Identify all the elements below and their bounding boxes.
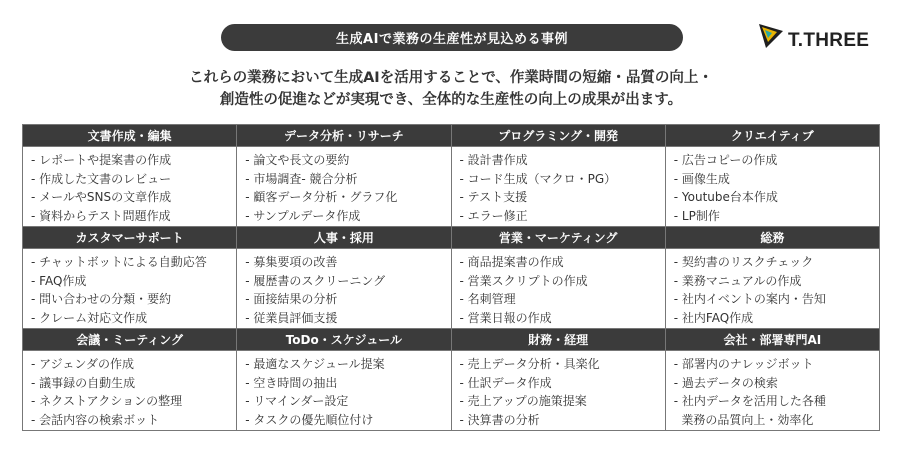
list-item: - 社内FAQ作成 bbox=[673, 310, 754, 325]
list-item: - 広告コピーの作成 bbox=[673, 153, 778, 167]
company-logo bbox=[757, 20, 869, 52]
list-item: - タスクの優先順位付け bbox=[245, 412, 374, 427]
list-item: - 決算書の分析 bbox=[459, 412, 540, 427]
list-item: - 最適なスケジュール提案 bbox=[245, 357, 385, 371]
category-header: プログラミング・開発 bbox=[452, 125, 666, 147]
category-header: 文書作成・編集 bbox=[23, 125, 237, 147]
category-items bbox=[23, 249, 237, 329]
list-item: - 仕訳データ作成 bbox=[459, 375, 552, 390]
category-header: 人事・採用 bbox=[237, 227, 451, 249]
list-item: - レポートや提案書の作成 bbox=[31, 153, 172, 167]
category-items bbox=[666, 351, 880, 431]
list-item: - 営業スクリプトの作成 bbox=[459, 273, 588, 288]
triangle-logo-icon bbox=[757, 22, 785, 50]
subtitle bbox=[0, 67, 902, 111]
page-title: 生成AIで業務の生産性が見込める事例 bbox=[221, 24, 683, 51]
list-item: - 論文や長文の要約 bbox=[245, 153, 350, 167]
category-items bbox=[666, 249, 880, 329]
subtitle-line-2: 創造性の促進などが実現でき、全体的な生産性の向上の成果が出ます。 bbox=[219, 92, 683, 108]
list-item: - 問い合わせの分類・要約 bbox=[31, 292, 172, 306]
list-item: - エラー修正 bbox=[459, 208, 528, 223]
list-item: - LP制作 bbox=[673, 208, 720, 223]
list-item: - 資料からテスト問題作成 bbox=[31, 208, 171, 223]
list-item: - 従業員評価支援 bbox=[245, 310, 338, 325]
category-header: 財務・経理 bbox=[452, 329, 666, 351]
list-item: - 契約書のリスクチェック bbox=[673, 255, 814, 269]
list-item: - リマインダー設定 bbox=[245, 394, 349, 408]
category-items bbox=[237, 249, 451, 329]
list-item: - FAQ作成 bbox=[31, 273, 87, 288]
category-header: 総務 bbox=[666, 227, 880, 249]
category-header: 営業・マーケティング bbox=[452, 227, 666, 249]
category-items bbox=[23, 147, 237, 227]
list-item: - ネクストアクションの整理 bbox=[31, 394, 183, 408]
list-item: - 売上データ分析・具楽化 bbox=[459, 357, 600, 371]
category-items bbox=[237, 147, 451, 227]
category-header: クリエイティブ bbox=[666, 125, 880, 147]
list-item: - アジェンダの作成 bbox=[31, 357, 134, 371]
list-item: - 会話内容の検索ボット bbox=[31, 412, 160, 427]
category-header: 会社・部署専門AI bbox=[666, 329, 880, 351]
usecase-grid bbox=[22, 124, 880, 431]
list-item: - 業務マニュアルの作成 bbox=[673, 273, 802, 288]
list-item: - 商品提案書の作成 bbox=[459, 255, 564, 269]
list-item: - テスト支援 bbox=[459, 190, 528, 204]
list-item: 業務の品質向上・効率化 bbox=[673, 412, 814, 427]
list-item: - 過去データの検索 bbox=[673, 375, 778, 390]
list-item: - メールやSNSの文章作成 bbox=[31, 190, 172, 204]
list-item: - 履歴書のスクリーニング bbox=[245, 273, 386, 288]
category-header: ToDo・スケジュール bbox=[237, 329, 451, 351]
list-item: - チャットボットによる自動応答 bbox=[31, 255, 207, 269]
category-header: カスタマーサポート bbox=[23, 227, 237, 249]
category-items bbox=[452, 351, 666, 431]
list-item: - 売上アップの施策提案 bbox=[459, 394, 587, 408]
list-item: - クレーム対応文作成 bbox=[31, 310, 148, 325]
list-item: - 部署内のナレッジボット bbox=[673, 357, 814, 371]
list-item: - サンプルデータ作成 bbox=[245, 208, 361, 223]
logo-text: T.THREE bbox=[788, 30, 870, 51]
list-item: - 作成した文書のレビュー bbox=[31, 171, 172, 186]
list-item: - Youtube台本作成 bbox=[673, 190, 778, 204]
list-item: - コード生成（マクロ・PG） bbox=[459, 171, 617, 186]
category-items bbox=[237, 351, 451, 431]
list-item: - 名刺管理 bbox=[459, 292, 516, 306]
category-header: データ分析・リサーチ bbox=[237, 125, 451, 147]
category-items bbox=[452, 147, 666, 227]
list-item: - 市場調査- 競合分析 bbox=[245, 171, 358, 186]
list-item: - 面接結果の分析 bbox=[245, 292, 338, 306]
category-items bbox=[666, 147, 880, 227]
category-header: 会議・ミーティング bbox=[23, 329, 237, 351]
list-item: - 社内データを活用した各種 bbox=[673, 394, 826, 408]
list-item: - 募集要項の改善 bbox=[245, 255, 338, 269]
list-item: - 設計書作成 bbox=[459, 153, 528, 167]
list-item: - 画像生成 bbox=[673, 171, 730, 186]
list-item: - 空き時間の抽出 bbox=[245, 375, 338, 390]
list-item: - 社内イベントの案内・告知 bbox=[673, 292, 826, 306]
category-items bbox=[23, 351, 237, 431]
list-item: - 営業日報の作成 bbox=[459, 310, 552, 325]
category-items bbox=[452, 249, 666, 329]
list-item: - 顧客データ分析・グラフ化 bbox=[245, 190, 398, 204]
list-item: - 議事録の自動生成 bbox=[31, 375, 136, 390]
subtitle-line-1: これらの業務において生成AIを活用することで、作業時間の短縮・品質の向上・ bbox=[189, 70, 713, 86]
